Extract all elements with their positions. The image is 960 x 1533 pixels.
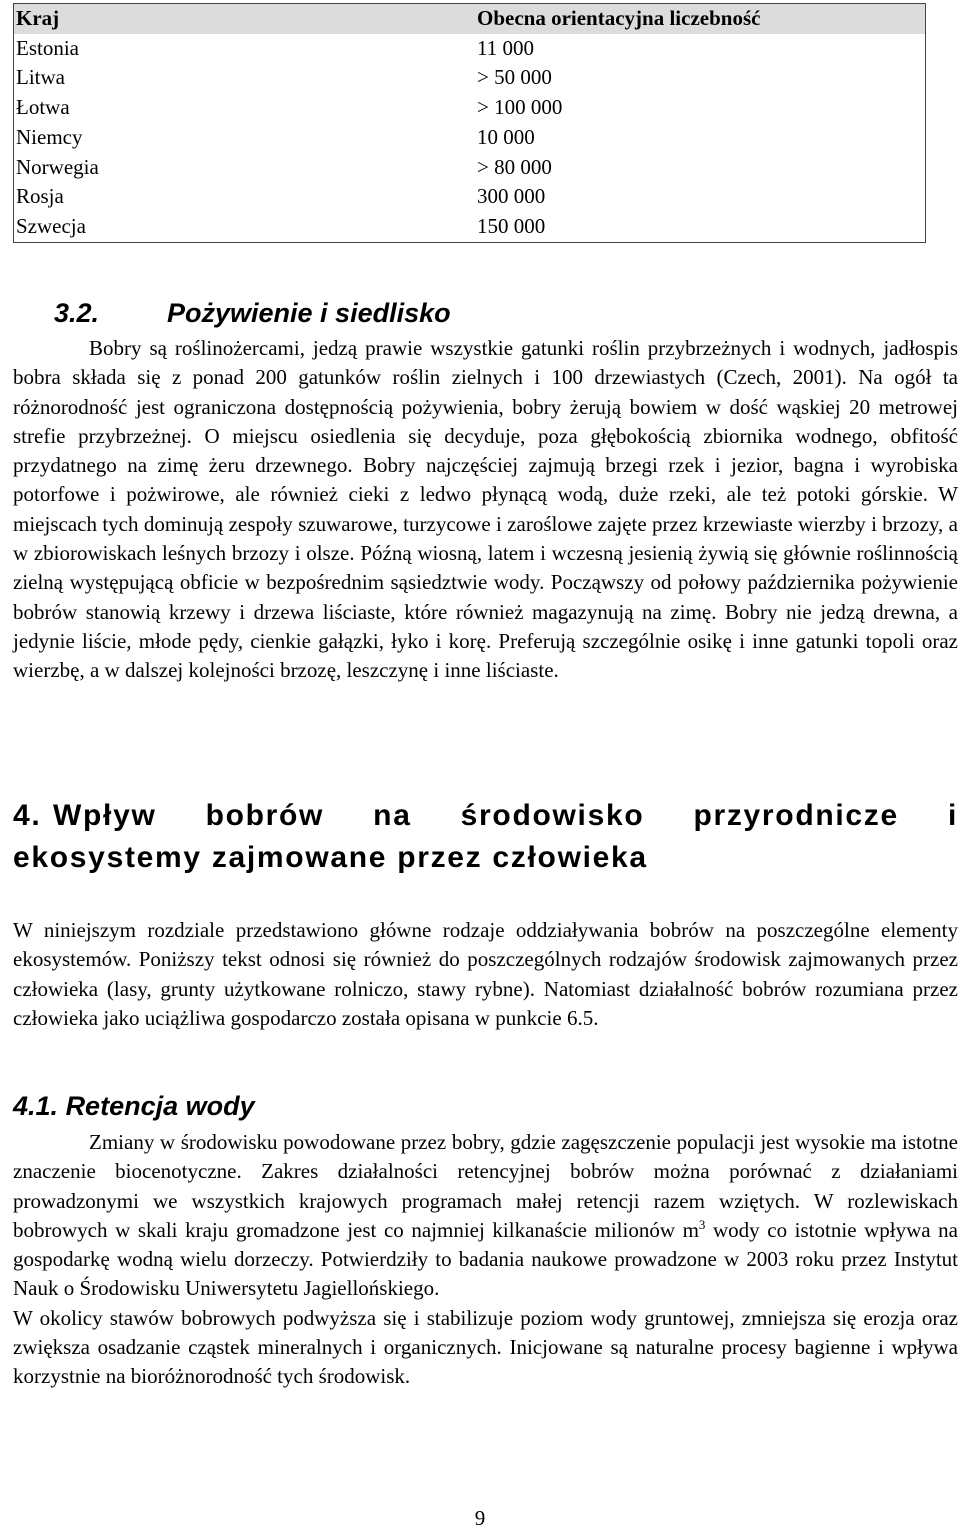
table-row xyxy=(14,153,926,183)
paragraph-text-b: wody co istotnie wpływa na gospodarkę wodną wielu dorzeczy. Potwierdziły to badania naukowe prowadzone w 2003 roku przez Instytut Nauk o Środowisku Uniwersytetu Jagiellońskiego. xyxy=(13,1217,958,1301)
table-header-row xyxy=(14,4,926,34)
table-row xyxy=(14,34,926,64)
country-cell: Rosja xyxy=(16,184,64,209)
country-cell: Norwegia xyxy=(16,154,99,179)
section-number: 4.1. xyxy=(13,1091,59,1121)
table-row xyxy=(14,123,926,153)
population-cell: 11 000 xyxy=(477,35,534,60)
section-title: Pożywienie i siedlisko xyxy=(167,298,451,328)
country-cell: Łotwa xyxy=(16,95,70,120)
section-4-1 xyxy=(13,1089,958,1392)
section-paragraph xyxy=(13,1128,958,1304)
chapter-title: Wpływ bobrów na środowisko przyrodnicze i ekosystemy zajmowane przez człowieka xyxy=(13,799,958,874)
population-cell: 300 000 xyxy=(477,184,546,209)
superscript: 3 xyxy=(698,1216,706,1232)
table-row xyxy=(14,182,926,212)
header-population: Obecna orientacyjna liczebność xyxy=(475,4,926,34)
country-cell: Litwa xyxy=(16,65,65,90)
chapter-4 xyxy=(13,795,958,1033)
header-country: Kraj xyxy=(14,4,476,34)
country-cell: Szwecja xyxy=(16,213,86,238)
section-title: Retencja wody xyxy=(65,1091,255,1121)
population-cell: > 100 000 xyxy=(477,95,563,120)
section-paragraph: Bobry są roślinożercami, jedzą prawie wszystkie gatunki roślin przybrzeżnych i wodnych, jadłospis bobra składa się z ponad 200 gatunków roślin zielnych i 100 drzewiastych (Czech, 2001). Na ogół ta różnorodność jest ograniczona dostępnością pożywienia, bobry żerują bowiem w dość wąskiej 20 metrowej strefie przybrzeżnej. O miejscu osiedlenia się decyduje, poza głębokością zbiornika wodnego, obfitość przydatnego na zimę żeru drzewnego. Bobry najczęściej zajmują brzegi rzek i jezior, bagna i wyrobiska potorfowe i pożwirowe, ale również cieki z ledwo płynącą wodą, duże rzeki, ale też potoki górskie. W miejscach tych dominują zespoły szuwarowe, turzycowe i zaroślowe zajęte przez krzewiaste wierzby i brzozy, a w zbiorowiskach leśnych brzozy i olsze. Późną wiosną, latem i wczesną jesienią żywią się głównie roślinnością zielną występującą obficie w bezpośrednim sąsiedztwie wody. Począwszy od połowy października pożywienie bobrów stanowią krzewy i drzewa liściaste, które również magazynują na zimę. Bobry nie jedzą drewna, a jedynie liście, młode pędy, cienkie gałązki, łyko i korę. Preferują szczególnie osikę i inne gatunki topoli oraz wierzbę, a w dalszej kolejności brzozę, leszczynę i inne liściaste. xyxy=(13,336,958,683)
section-paragraph-2: W okolicy stawów bobrowych podwyższa się i stabilizuje poziom wody gruntowej, zmniejsza się erozja oraz zwiększa osadzanie cząstek mineralnych i organicznych. Inicjowane są naturalne procesy bagienne i wpływa korzystnie na bioróżnorodność tych środowisk. xyxy=(13,1305,958,1389)
chapter-paragraph: W niniejszym rozdziale przedstawiono główne rodzaje oddziaływania bobrów na poszczególne elementy ekosystemów. Poniższy tekst odnosi się również do poszczególnych rodzajów środowisk zajmowanych przez człowieka (lasy, grunty użytkowane rolniczo, stawy rybne). Natomiast działalność bobrów rozumiana przez człowieka jako uciążliwa gospodarczo została opisana w punkcie 6.5. xyxy=(13,918,958,1030)
table-row xyxy=(14,212,926,242)
table-row xyxy=(14,63,926,93)
section-3-2 xyxy=(13,296,958,686)
population-cell: 150 000 xyxy=(477,213,546,238)
population-cell: > 80 000 xyxy=(477,154,552,179)
section-heading xyxy=(13,1089,958,1123)
page-number: 9 xyxy=(474,1506,486,1530)
population-cell: > 50 000 xyxy=(477,65,552,90)
chapter-number: 4. xyxy=(13,799,42,832)
country-cell: Estonia xyxy=(16,35,79,60)
population-cell: 10 000 xyxy=(477,124,535,149)
chapter-heading xyxy=(13,795,958,879)
country-cell: Niemcy xyxy=(16,124,83,149)
population-table xyxy=(13,3,926,243)
section-number: 3.2. xyxy=(54,298,100,328)
section-heading xyxy=(13,296,958,330)
paragraph-text-a: Zmiany w środowisku powodowane przez bobry, gdzie zagęszczenie populacji jest wysokie ma istotne znaczenie biocenotyczne. Zakres działalności retencyjnej bobrów można porównać z działaniami prowadzonymi we wszystkich krajowych programach małej retencji razem wziętych. W rozlewiskach bobrowych w skali kraju gromadzone jest co najmniej kilkanaście milionów m xyxy=(13,1130,958,1242)
table-row xyxy=(14,93,926,123)
